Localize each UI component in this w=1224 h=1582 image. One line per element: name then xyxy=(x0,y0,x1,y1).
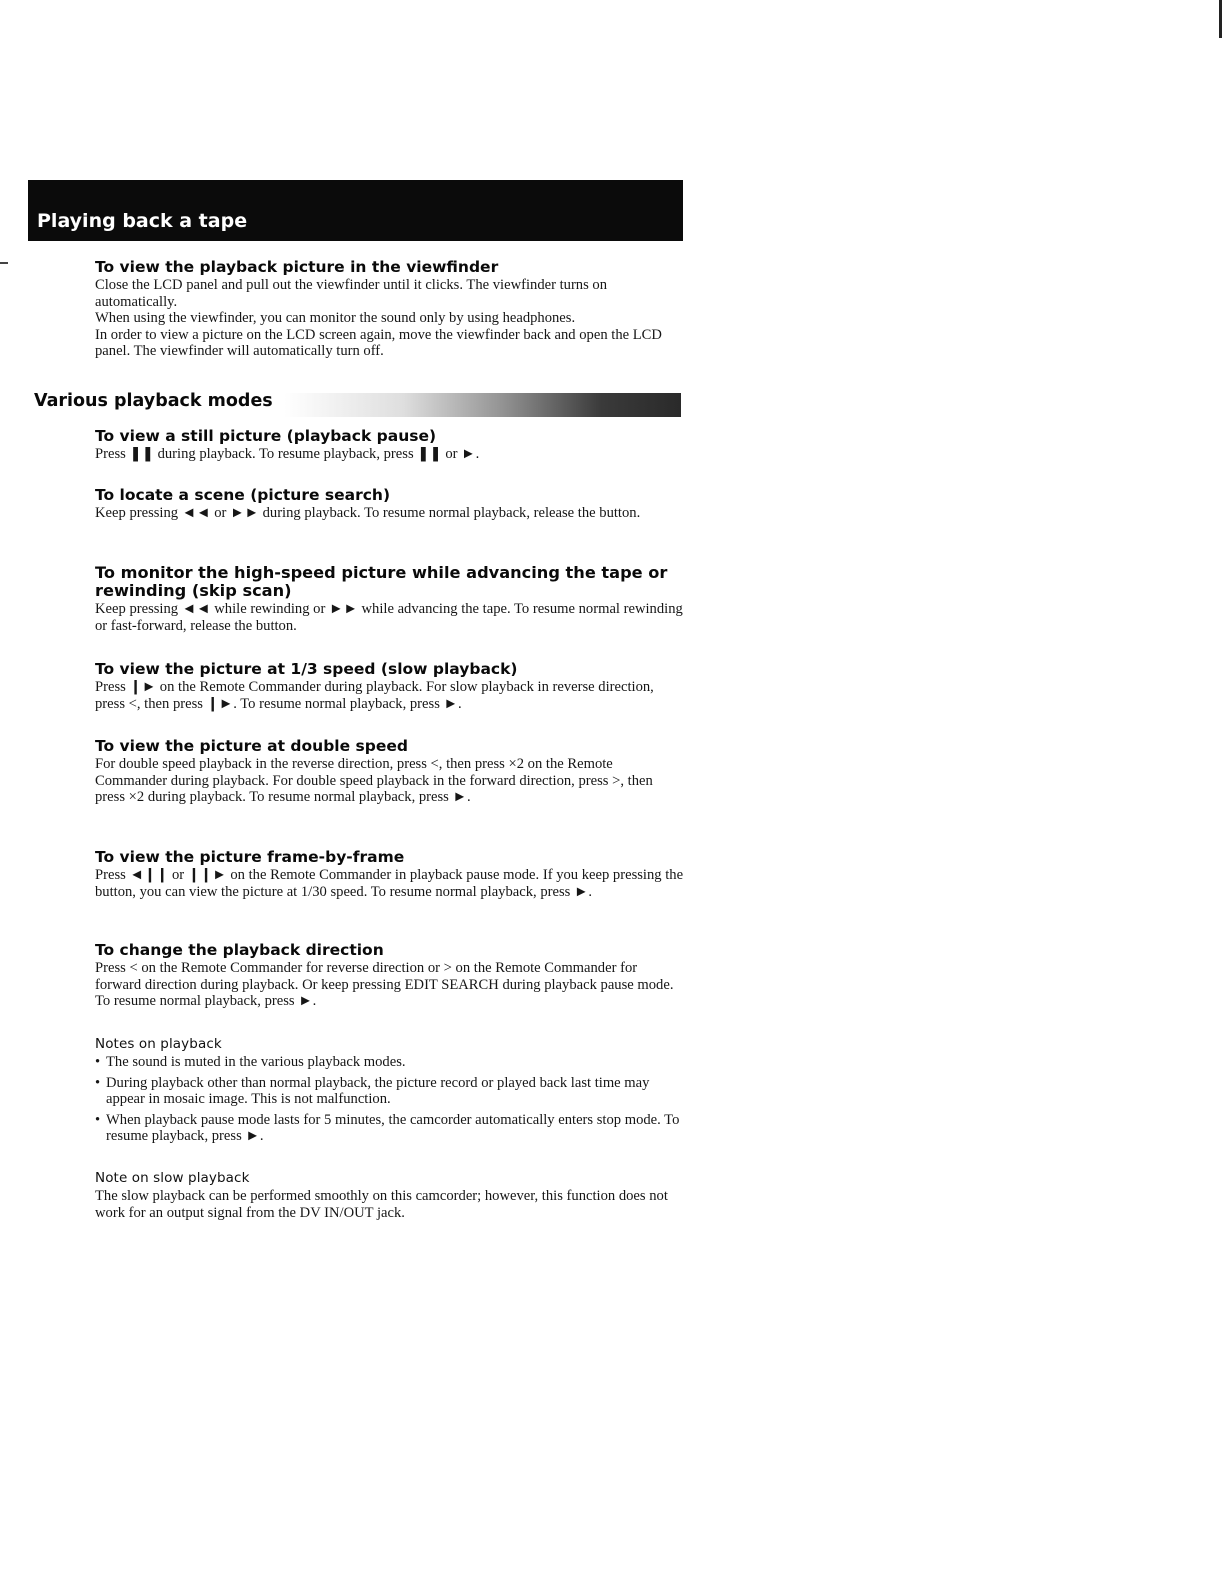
mode-text: Keep pressing ◄◄ or ►► during playback. To resume normal playback, release the button. xyxy=(95,505,641,521)
mode-frame-by-frame xyxy=(95,848,685,900)
viewfinder-line: When using the viewfinder, you can monitor the sound only by using headphones. xyxy=(95,310,576,327)
note-item: • When playback pause mode lasts for 5 minutes, the camcorder automatically enters stop mode. To resume playback, press ►. xyxy=(95,1112,685,1145)
mode-text: Press ◄❙❙ or ❙❙► on the Remote Commander in playback pause mode. If you keep pressing the button, you can view the picture at 1/30 speed. To resume normal playback, press ►. xyxy=(95,867,684,900)
viewfinder-body xyxy=(95,277,685,360)
note-on-slow-playback xyxy=(95,1170,685,1221)
notes-on-playback xyxy=(95,1036,685,1149)
mode-heading: To view a still picture (playback pause) xyxy=(95,427,437,445)
notes-list xyxy=(95,1054,685,1145)
slow-note-text: The slow playback can be performed smoothly on this camcorder; however, this function does not work for an output signal from the DV IN/OUT jack. xyxy=(95,1188,668,1221)
mode-text: Press < on the Remote Commander for reverse direction or > on the Remote Commander for forward direction during playback. Or keep pressing EDIT SEARCH during playback pause mode. To resume normal playback, press ►. xyxy=(95,960,674,1010)
viewfinder-line: Close the LCD panel and pull out the viewfinder until it clicks. The viewfinder turns on automatically. xyxy=(95,277,608,310)
section-gradient-bar xyxy=(284,393,681,417)
mode-text: Press ❚❚ during playback. To resume playback, press ❚❚ or ►. xyxy=(95,446,480,462)
mode-heading: To locate a scene (picture search) xyxy=(95,486,391,504)
mode-picture-search xyxy=(95,486,685,522)
mode-heading: To view the picture at double speed xyxy=(95,737,408,755)
mode-heading: To view the picture frame-by-frame xyxy=(95,848,405,866)
scan-margin-mark xyxy=(0,262,8,264)
mode-still-picture xyxy=(95,427,685,463)
mode-slow-playback xyxy=(95,660,685,712)
note-item: • The sound is muted in the various playback modes. xyxy=(95,1054,685,1071)
mode-playback-direction xyxy=(95,941,685,1010)
mode-text: For double speed playback in the reverse direction, press <, then press ×2 on the Remote Commander during playback. For double speed playback in the forward direction, press >, then press ×2 during playback. To resume normal playback, press ►. xyxy=(95,756,653,806)
viewfinder-section xyxy=(95,258,685,360)
mode-heading: To change the playback direction xyxy=(95,941,384,959)
page-title-bar xyxy=(28,180,683,241)
mode-skip-scan xyxy=(95,564,685,634)
section-header xyxy=(34,391,681,419)
scan-edge-mark xyxy=(1219,0,1222,38)
mode-heading: To view the picture at 1/3 speed (slow playback) xyxy=(95,660,518,678)
mode-text: Keep pressing ◄◄ while rewinding or ►► while advancing the tape. To resume normal rewinding or fast-forward, release the button. xyxy=(95,601,683,634)
slow-note-heading: Note on slow playback xyxy=(95,1170,250,1186)
section-title: Various playback modes xyxy=(34,391,279,411)
page-title: Playing back a tape xyxy=(37,210,248,232)
notes-heading: Notes on playback xyxy=(95,1036,222,1052)
mode-heading: To monitor the high-speed picture while advancing the tape or rewinding (skip scan) xyxy=(95,563,668,600)
mode-text: Press ❙► on the Remote Commander during playback. For slow playback in reverse direction, press <, then press ❙►. To resume normal playback, press ►. xyxy=(95,679,654,712)
viewfinder-heading: To view the playback picture in the viewfinder xyxy=(95,258,499,276)
note-item: • During playback other than normal playback, the picture record or played back last time may appear in mosaic image. This is not malfunction. xyxy=(95,1075,685,1108)
viewfinder-line: In order to view a picture on the LCD screen again, move the viewfinder back and open the LCD panel. The viewfinder will automatically turn off. xyxy=(95,326,662,360)
mode-double-speed xyxy=(95,737,685,806)
